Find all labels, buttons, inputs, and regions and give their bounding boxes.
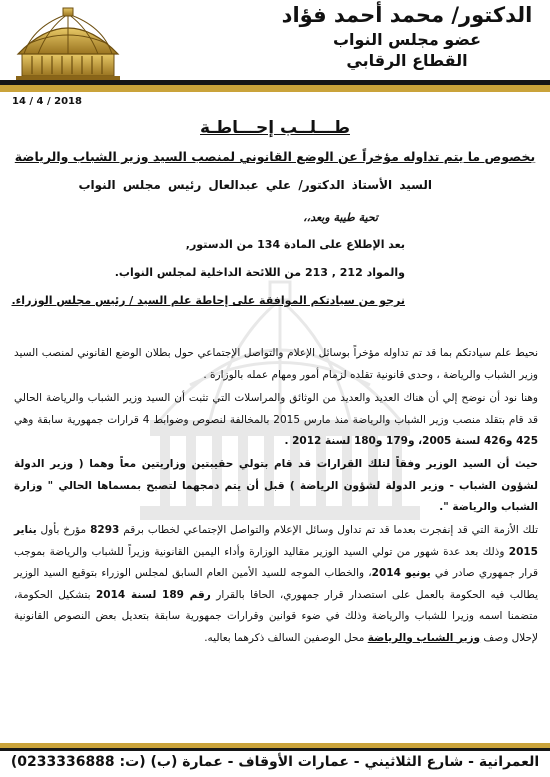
- paragraph-4: [14, 520, 538, 649]
- letter-footer: [0, 743, 550, 777]
- letterhead: [0, 0, 550, 92]
- paragraph-1: [14, 343, 538, 386]
- decree-month: يونيو 2014: [371, 567, 431, 579]
- letterhead-text: [272, 2, 542, 71]
- paragraph-4-text-c: وذلك بعد عدة شهور من تولي السيد الوزير مقاليد الوزارة وأداء اليمين القانونية وزيراً للشباب والرياضة بموجب قرار جمهوري صادر في: [14, 545, 538, 579]
- reference-constitution: بعد الإطلاع على المادة 134 من الدستور,: [185, 238, 405, 251]
- paragraph-4-text-f: محل الوصفين السالف ذكرهما بعاليه.: [204, 631, 368, 644]
- paragraph-4-text-b: مؤرخ بأول: [36, 524, 91, 536]
- footer-address: العمرانية - شارع الثلاثيني - عمارات الأوقاف - عمارة (ب) (ت: 0233336888): [10, 754, 540, 770]
- paragraph-4-text-a: تلك الأزمة التي قد إنفجرت بعدما قد تم تداول وسائل الإعلام والتواصل الإجتماعي لخطاب برقم: [119, 524, 538, 536]
- ministries-names: وزير الدولة لشؤون الشباب - وزير الدولة لشؤون الرياضة: [14, 458, 538, 492]
- mp-title: عضو مجلس النواب: [332, 30, 482, 49]
- letter-number: 8293: [90, 524, 120, 536]
- request-line: نرجو من سيادتكم الموافقة على إحاطة علم السيد / رئيس مجلس الوزراء.: [11, 294, 405, 307]
- mp-name: الدكتور/ محمد أحمد فؤاد: [281, 3, 533, 27]
- paragraph-4-text-d: ، والخطاب الموجه للسيد الأمين العام السابق لمجلس الوزراء بتوقيع السيد الوزير يطالب فيه الحكومة بالعمل على استصدار قرار جمهوري، الحاقا بالقرار: [14, 567, 538, 601]
- decree-number: رقم 189 لسنة 2014: [96, 588, 211, 601]
- header-gold-rule: [0, 85, 550, 92]
- letter-addressee: السيد الأستاذ الدكتور/ علي عبدالعال رئيس مجلس النواب: [78, 178, 432, 192]
- paragraph-2: [14, 388, 538, 453]
- paragraph-2-end: .: [284, 435, 293, 447]
- letter-date-ref: يناير 2015: [14, 524, 538, 558]
- paragraph-4-text-e: بتشكيل الحكومة، متضمنا اسمه وزيرا للشباب والرياضة وذلك في ضوء قوانين وقرارات جمهورية سابقة بتعديل بعض النصوص القانونية لإحلال وصف: [14, 588, 538, 644]
- letter-greeting: تحية طيبة وبعد،،: [303, 211, 378, 224]
- parliament-dome-icon: [8, 4, 128, 82]
- paragraph-3-text: حيث أن السيد الوزير وفقاً لتلك القرارات قد قام بتولي حقيبتين وزاريتين معاً وهما (: [73, 458, 539, 470]
- ministry-current-name: " وزارة الشباب والرياضة ".: [14, 479, 538, 513]
- reference-bylaws: والمواد 212 , 213 من اللائحة الداخلية لمجلس النواب.: [114, 266, 405, 279]
- footer-black-rule: [0, 748, 550, 751]
- minister-title: وزير الشباب والرياضة: [367, 631, 481, 644]
- letter-subject: بخصوص ما يتم تداوله مؤخراً عن الوضع القانوني لمنصب السيد وزير الشباب والرياضة: [14, 149, 536, 164]
- paragraph-3: [14, 454, 538, 519]
- paragraph-3-mid: ) قبل أن يتم دمجهما لتصبح بمسماها الحالي: [53, 479, 300, 492]
- mp-sector: القطاع الرقابي: [346, 51, 468, 70]
- letter-date: 14 / 4 / 2018: [12, 96, 82, 107]
- decrees-list: 425 و426 لسنة 2005، و179 و180 لسنة 2012: [292, 435, 538, 447]
- paragraph-1-text: نحيط علم سيادتكم بما قد تم تداوله مؤخراً بوسائل الإعلام والتواصل الإجتماعي حول بطلان الوضع القانوني لمنصب السيد وزير الشباب والرياضة ، وحدى قانونية تقلده لزمام أمور ومهام عمله بالوزارة .: [14, 347, 538, 381]
- paragraph-2-text: وهنا نود أن نوضح إلي أن هناك العديد والعديد من الوثائق والمراسلات التي تثبت أن السيد وزير الشباب والرياضة الحالي قد قام بتقلد منصب وزير الشباب والرياضة منذ مارس 2015 بالمخالفة لنصوص وضوابط 4 قرارات جمهورية سابقة وهي: [14, 392, 539, 426]
- request-title: طـــلــب إحـــاطـة: [200, 118, 350, 138]
